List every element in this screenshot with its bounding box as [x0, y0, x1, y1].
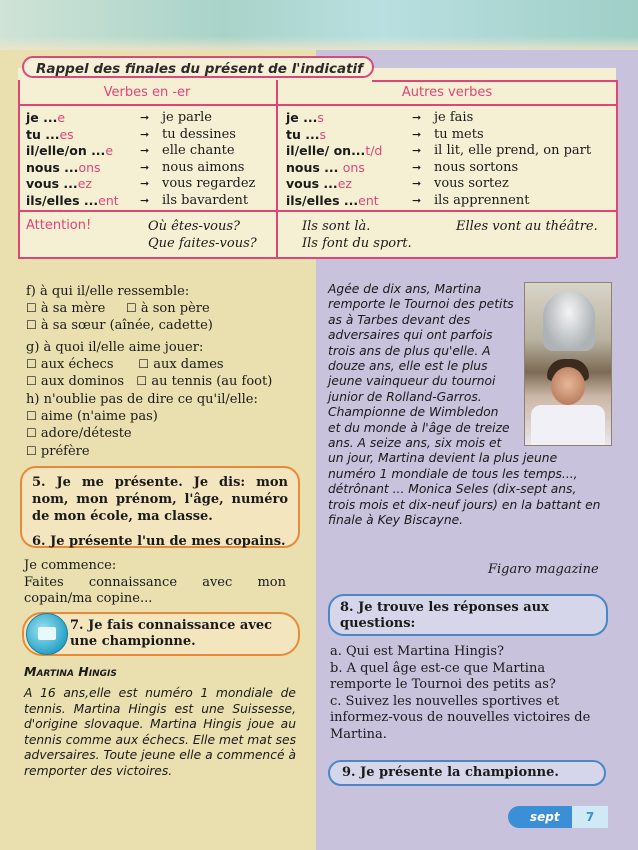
- checkbox-icon: ☐: [26, 301, 37, 316]
- attention-label: Attention!: [26, 218, 92, 233]
- question-h: h) n'oublie pas de dire ce qu'il/elle: ☐ aime (n'aime pas) ☐ adore/déteste ☐ préfère: [26, 392, 258, 459]
- rappel-title: Rappel des finales du présent de l'indicatif: [22, 56, 374, 78]
- checkbox-icon: ☐: [26, 318, 37, 333]
- checkbox-icon: ☐: [136, 374, 148, 389]
- arrow-icon: ➞: [412, 160, 422, 174]
- table-border: [616, 80, 618, 258]
- table-divider: [276, 80, 278, 258]
- checkbox-icon: ☐: [125, 301, 137, 316]
- attention-example: Elles vont au théâtre.: [456, 219, 598, 234]
- head-verbes-er: Verbes en -er: [103, 85, 191, 100]
- arrow-icon: ➞: [140, 111, 150, 124]
- checkbox-icon: ☐: [138, 357, 150, 372]
- arrow-icon: ➞: [140, 144, 150, 157]
- article-text: Agée de dix ans, Martina remporte le Tournoi des petits as à Tarbes devant des adversaires qui ont parfois trois ans de plus qu'elle. A douze ans, elle est le plus jeune vainqueur du tournoi junior de Rolland-Garros. Championne de Wimbledon et du monde à l'âge de treize ans. A seize ans, six mois et un jour, Martina devient la plus jeune numéro 1 mondiale de tous les temps..., détrônant ... Monica Seles (dix-sept ans, trois mois et dix-neuf jours) en la battant en finale à Key Biscayne.: [328, 282, 601, 528]
- martina-title: Martina Hingis: [24, 664, 117, 679]
- arrow-icon: ➞: [412, 111, 422, 124]
- task-5-6-box: [20, 466, 300, 548]
- task-8-box: 8. Je trouve les réponses aux questions:: [328, 594, 608, 636]
- head-autres-verbes: Autres verbes: [401, 85, 493, 100]
- task-7: 7. Je fais connaissance avec une championne.: [70, 618, 273, 649]
- page-number: 7: [572, 806, 608, 828]
- checkbox-icon: ☐: [26, 426, 37, 441]
- page-label: sept: [530, 810, 560, 824]
- table-divider: [18, 210, 616, 212]
- question-b: b. A quel âge est-ce que Martina remporte le Tournoi des petits as?: [330, 660, 556, 692]
- question-c: c. Suivez les nouvelles sportives et informez-vous de nouvelles victoires de Martina.: [330, 693, 591, 742]
- question-f: f) à qui il/elle ressemble: ☐ à sa mère ☐ à son père ☐ à sa sœur (aînée, cadette): [26, 284, 213, 334]
- er-examples: ➞ je parle ➞ tu dessines ➞ elle chante ➞ nous aimons ➞ vous regardez ➞ ils bavardent: [140, 110, 256, 208]
- arrow-icon: ➞: [140, 127, 150, 141]
- autres-pronouns: je ...s tu ...s il/elle/ on...t/d nous ... ons vous ...ez ils/elles ...ent: [286, 110, 383, 208]
- checkbox-icon: ☐: [26, 357, 37, 372]
- checkbox-icon: ☐: [26, 409, 37, 424]
- arrow-icon: ➞: [412, 127, 422, 141]
- task-5: 5. Je me présente. Je dis: mon nom, mon prénom, l'âge, numéro de mon école, ma classe.: [32, 475, 288, 524]
- task-9-box: 9. Je présente la championne.: [328, 760, 606, 786]
- attention-example: Où êtes-vous? Que faites-vous?: [148, 219, 257, 251]
- arrow-icon: ➞: [412, 177, 422, 190]
- table-divider: [372, 80, 616, 82]
- commence-text: Je commence: Faites connaissance avec mon copain/ma copine...: [24, 558, 286, 606]
- arrow-icon: ➞: [140, 160, 150, 174]
- martina-text: A 16 ans,elle est numéro 1 mondiale de tennis. Martina Hingis est une Suissesse, d'origine slovaque. Martina Hingis joue au tennis comme aux échecs. Elle met mat ses adversaires. Toute jeune elle a commencé à remporter des victoires.: [24, 686, 296, 778]
- arrow-icon: ➞: [140, 177, 150, 190]
- autres-examples: ➞ je fais ➞ tu mets ➞ il lit, elle prend, on part ➞ nous sortons ➞ vous sortez ➞ ils apprennent: [412, 110, 592, 208]
- attention-example: Ils sont là. Ils font du sport.: [302, 219, 412, 251]
- questions-list: [330, 640, 608, 743]
- checkbox-icon: ☐: [26, 443, 37, 458]
- question-g: g) à quoi il/elle aime jouer: ☐ aux échecs ☐ aux dames ☐ aux dominos ☐ au tennis (au foot): [26, 340, 273, 390]
- arrow-icon: ➞: [412, 144, 422, 157]
- figaro-source: Figaro magazine: [488, 562, 599, 577]
- arrow-icon: ➞: [412, 193, 422, 207]
- task-6: 6. Je présente l'un de mes copains.: [32, 534, 286, 549]
- top-photo-strip: [0, 0, 638, 50]
- er-pronouns: je ...e tu ...es il/elle/on ...e nous ...ons vous ...ez ils/elles ...ent: [26, 110, 119, 208]
- page-number-tab: [508, 806, 608, 828]
- cd-audio-icon: [26, 613, 68, 655]
- table-divider: [18, 257, 616, 259]
- table-border: [18, 80, 20, 258]
- table-divider: [18, 104, 616, 106]
- arrow-icon: ➞: [140, 193, 150, 207]
- question-a: a. Qui est Martina Hingis?: [330, 644, 504, 659]
- checkbox-icon: ☐: [26, 374, 37, 389]
